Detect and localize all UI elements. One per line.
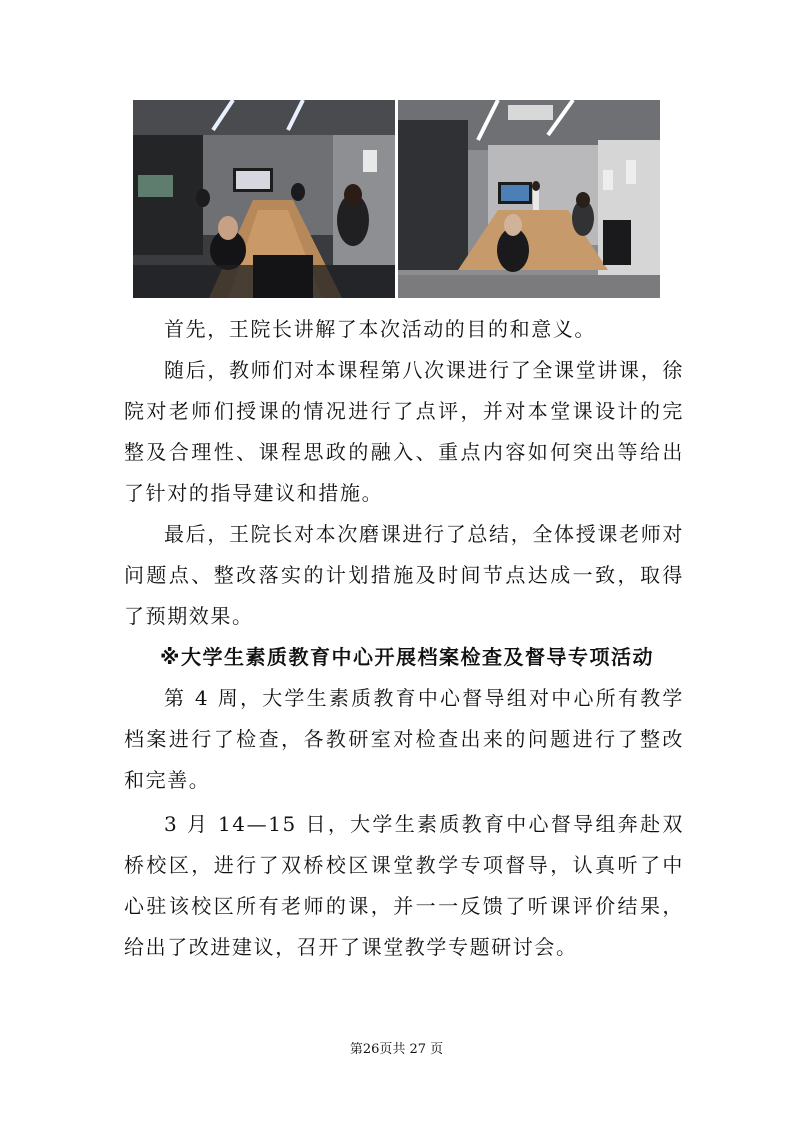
- paragraph-summary: 最后，王院长对本次磨课进行了总结，全体授课老师对问题点、整改落实的计划措施及时间节点达成一致，取得了预期效果。: [124, 522, 684, 628]
- presentation-room-image: [398, 100, 660, 298]
- meeting-photos: [133, 100, 660, 298]
- paragraph-intro: 首先，王院长讲解了本次活动的目的和意义。: [164, 317, 596, 341]
- paragraph-lecture-review: 随后，教师们对本课程第八次课进行了全课堂讲课，徐院对老师们授课的情况进行了点评，并对本堂课设计的完整及合理性、课程思政的融入、重点内容如何突出等给出了针对的指导建议和措施。: [124, 358, 684, 505]
- meeting-room-image: [133, 100, 395, 298]
- meeting-photo-left: [133, 100, 395, 298]
- paragraph-archive-check: 第 4 周，大学生素质教育中心督导组对中心所有教学档案进行了检查，各教研室对检查出来的问题进行了整改和完善。: [124, 686, 684, 792]
- page-number: 第26页共 27 页: [349, 1042, 444, 1057]
- section-heading: ※大学生素质教育中心开展档案检查及督导专项活动: [160, 645, 654, 669]
- paragraph-supervision: 3 月 14—15 日，大学生素质教育中心督导组奔赴双桥校区，进行了双桥校区课堂教学专项督导，认真听了中心驻该校区所有老师的课，并一一反馈了听课评价结果，给出了改进建议，召开了课堂教学专题研讨会。: [124, 812, 684, 959]
- meeting-photo-right: [398, 100, 660, 298]
